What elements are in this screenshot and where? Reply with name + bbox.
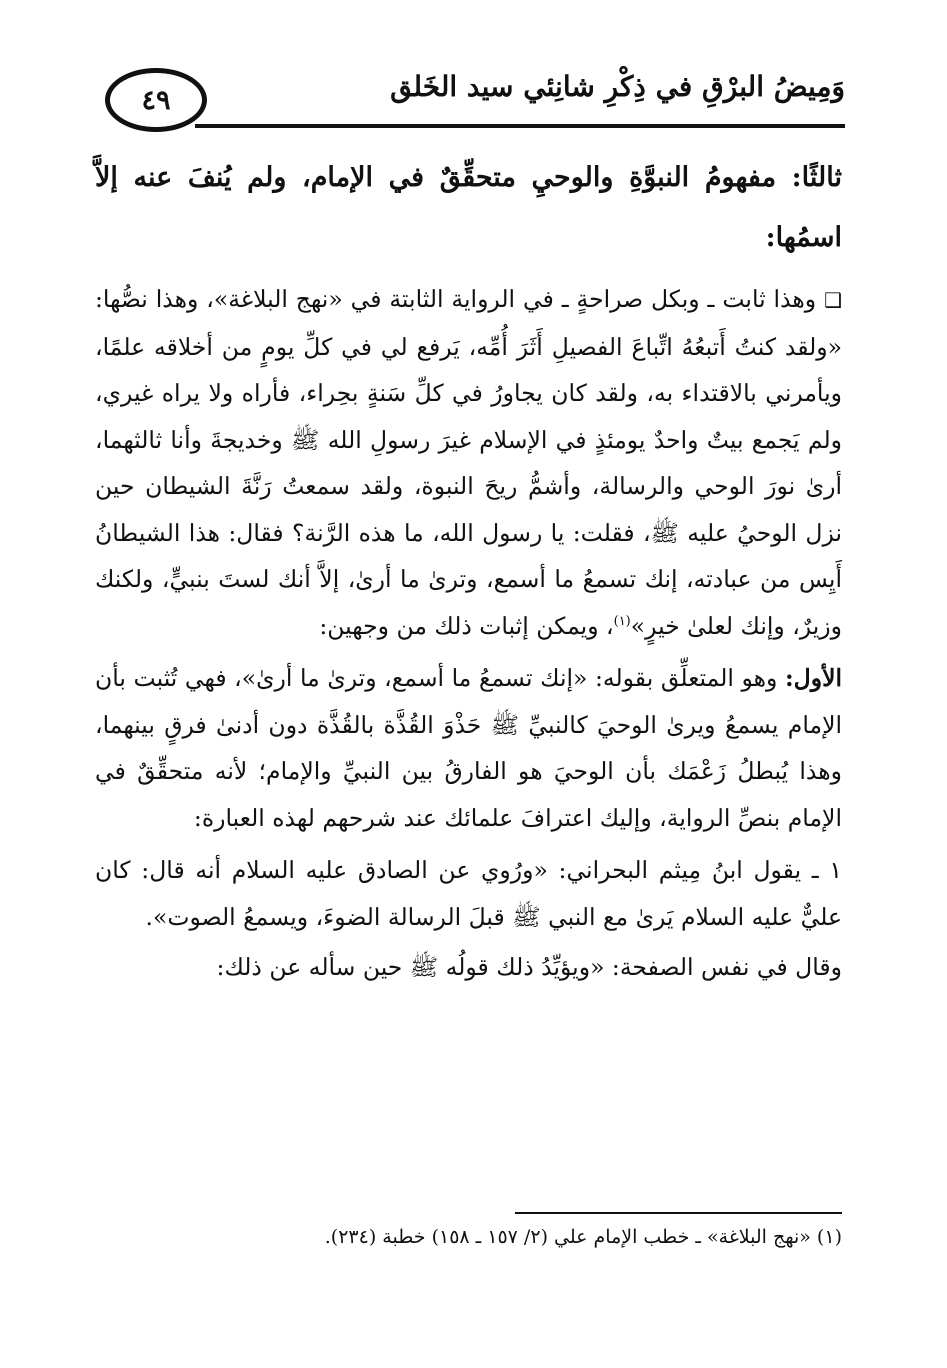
section-heading: ثالثًا: مفهومُ النبوَّةِ والوحيِ متحقِّقٌ في الإمام، ولم يُنفَ عنه إلاَّ اسمُها: <box>95 162 842 253</box>
paragraph-text: وهو المتعلِّق بقوله: «إنك تسمعُ ما أسمع، وترىٰ ما أرىٰ»، فهي تُثبت بأن الإمام يسمعُ ويرىٰ الوحيَ كالنبيِّ ﷺ حَذْوَ القُذَّة بالقُذَّة دون أدنىٰ فرقٍ بينهما، وهذا يُبطلُ زَعْمَك بأن الوحيَ هو الفارقُ بين النبيِّ والإمام؛ لأنه متحقِّقٌ في الإمام بنصِّ الرواية، وإليك اعترافَ علمائك عند شرحهم لهذه العبارة: <box>95 664 842 832</box>
header-rule <box>195 124 845 128</box>
footnote: (١) «نهج البلاغة» ـ خطب الإمام علي (٢/ ١٥٧ ـ ١٥٨) خطبة (٢٣٤). <box>324 1226 842 1248</box>
paragraph-quote-nahj <box>95 276 842 649</box>
page-header <box>105 60 845 132</box>
paragraph-text: وهذا ثابت ـ وبكل صراحةٍ ـ في الرواية الثابتة في «نهج البلاغة»، وهذا نصُّها: «ولقد كنتُ أَتبعُهُ اتِّباعَ الفصيلِ أَثَرَ أُمِّه، يَرفع لي في كلِّ يومٍ من أخلاقه علمًا، ويأمرني بالاقتداء به، ولقد كان يجاورُ في كلِّ سَنةٍ بحِراء، فأراه ولا يراه غيري، ولم يَجمع بيتٌ واحدٌ يومئذٍ في الإسلام غيرَ رسولِ الله ﷺ وخديجةَ وأنا ثالثهما، أرىٰ نورَ الوحي والرسالة، وأشمُّ ريحَ النبوة، ولقد سمعتُ رَنَّةَ الشيطان حين نزل الوحيُ عليه ﷺ، فقلت: يا رسول الله، ما هذه الرَّنة؟ فقال: هذا الشيطانُ أَيِس من عبادته، إنك تسمعُ ما أسمع، وترىٰ ما أرىٰ، إلاَّ أنك لستَ بنبيٍّ، ولكنك وزيرٌ، وإنك لعلىٰ خيرٍ» <box>95 285 842 640</box>
footnote-ref: (١) <box>613 613 631 629</box>
paragraph-tail: ، ويمكن إثبات ذلك من وجهين: <box>319 611 614 640</box>
paragraph-first-aspect <box>95 655 842 841</box>
page-number: ٤٩ <box>105 68 207 132</box>
box-marker-icon: ❑ <box>824 288 842 312</box>
paragraph-ibn-maytham: ١ ـ يقول ابنُ مِيثم البحراني: «ورُوي عن الصادق عليه السلام أنه قال: كان عليٌّ عليه السلام يَرىٰ مع النبي ﷺ قبلَ الرسالة الضوءَ، ويسمعُ الصوت». <box>95 856 842 931</box>
first-aspect-label: الأول: <box>784 664 842 692</box>
paragraph-same-page: وقال في نفس الصفحة: «ويؤيِّدُ ذلك قولُه ﷺ حين سأله عن ذلك: <box>216 953 842 981</box>
running-title: وَمِيضُ البرْقِ في ذِكْرِ شانِئي سيد الخَلق <box>390 70 845 103</box>
footnote-rule <box>515 1212 842 1214</box>
page-body <box>95 148 842 995</box>
